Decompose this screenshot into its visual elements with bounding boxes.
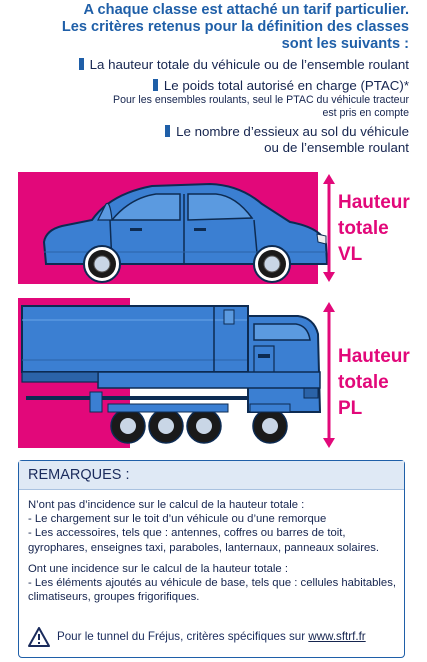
criterion-ptac [0,78,427,94]
sftrf-link[interactable]: www.sftrf.fr [308,630,366,643]
header [0,2,427,156]
pl-label-line-1: Hauteur [338,346,410,367]
ptac-note-line-1: Pour les ensembles roulants, seul le PTAC du véhicule tracteur [113,94,409,106]
criterion-height-text: La hauteur totale du véhicule ou de l’ensemble roulant [89,57,409,72]
pl-height-label [338,344,410,422]
vl-height-arrow [322,174,336,282]
car-icon [40,180,330,284]
warning-triangle-icon [28,627,50,647]
pl-label-line-2: totale [338,372,389,393]
remarks-box [18,460,405,658]
criterion-height [0,57,427,73]
remarks-line: - Le chargement sur le toit d’un véhicule ou d’une remorque [28,513,327,526]
bullet-mark [153,79,158,91]
criterion-axles [0,124,427,140]
remarks-footer [28,627,398,647]
remarks-line: gyrophares, enseignes taxi, paraboles, lanternaux, panneaux solaires. [28,541,380,554]
vl-label-line-2: totale [338,218,389,239]
pl-height-arrow [322,302,336,448]
header-title-line-1: A chaque classe est attaché un tarif particulier. [83,2,409,18]
remarks-line: - Les éléments ajoutés au véhicule de base, tels que : cellules habitables, [28,577,397,590]
remarks-line: Ont une incidence sur le calcul de la hauteur totale : [28,562,288,575]
ptac-note-line-2: est pris en compte [322,106,409,119]
criterion-axles-text-2: ou de l’ensemble roulant [264,140,409,155]
remarks-heading: REMARQUES : [19,461,404,490]
vl-height-illustration [18,172,410,284]
vl-height-label [338,190,410,268]
remarks-line: N’ont pas d’incidence sur le calcul de la hauteur totale : [28,499,305,511]
criterion-axles-text-1: Le nombre d’essieux au sol du véhicule [176,124,409,139]
pl-height-illustration [18,298,410,448]
footer-text: Pour le tunnel du Fréjus, critères spécifiques sur [57,630,306,643]
header-title-line-2: Les critères retenus pour la définition des classes [61,19,409,35]
bullet-mark [165,125,170,137]
truck-icon [18,300,330,448]
remarks-line: - Les accessoires, tels que : antennes, coffres ou barres de toit, [28,527,346,540]
pl-label-line-3: PL [338,398,363,419]
vl-label-line-1: Hauteur [338,192,410,213]
criterion-ptac-text: Le poids total autorisé en charge (PTAC)* [163,78,409,93]
header-title-line-3: sont les suivants : [281,36,409,52]
remarks-body [19,490,404,604]
remarks-line: climatiseurs, groupes frigorifiques. [28,591,200,604]
vl-label-line-3: VL [338,244,363,265]
bullet-mark [79,58,84,70]
